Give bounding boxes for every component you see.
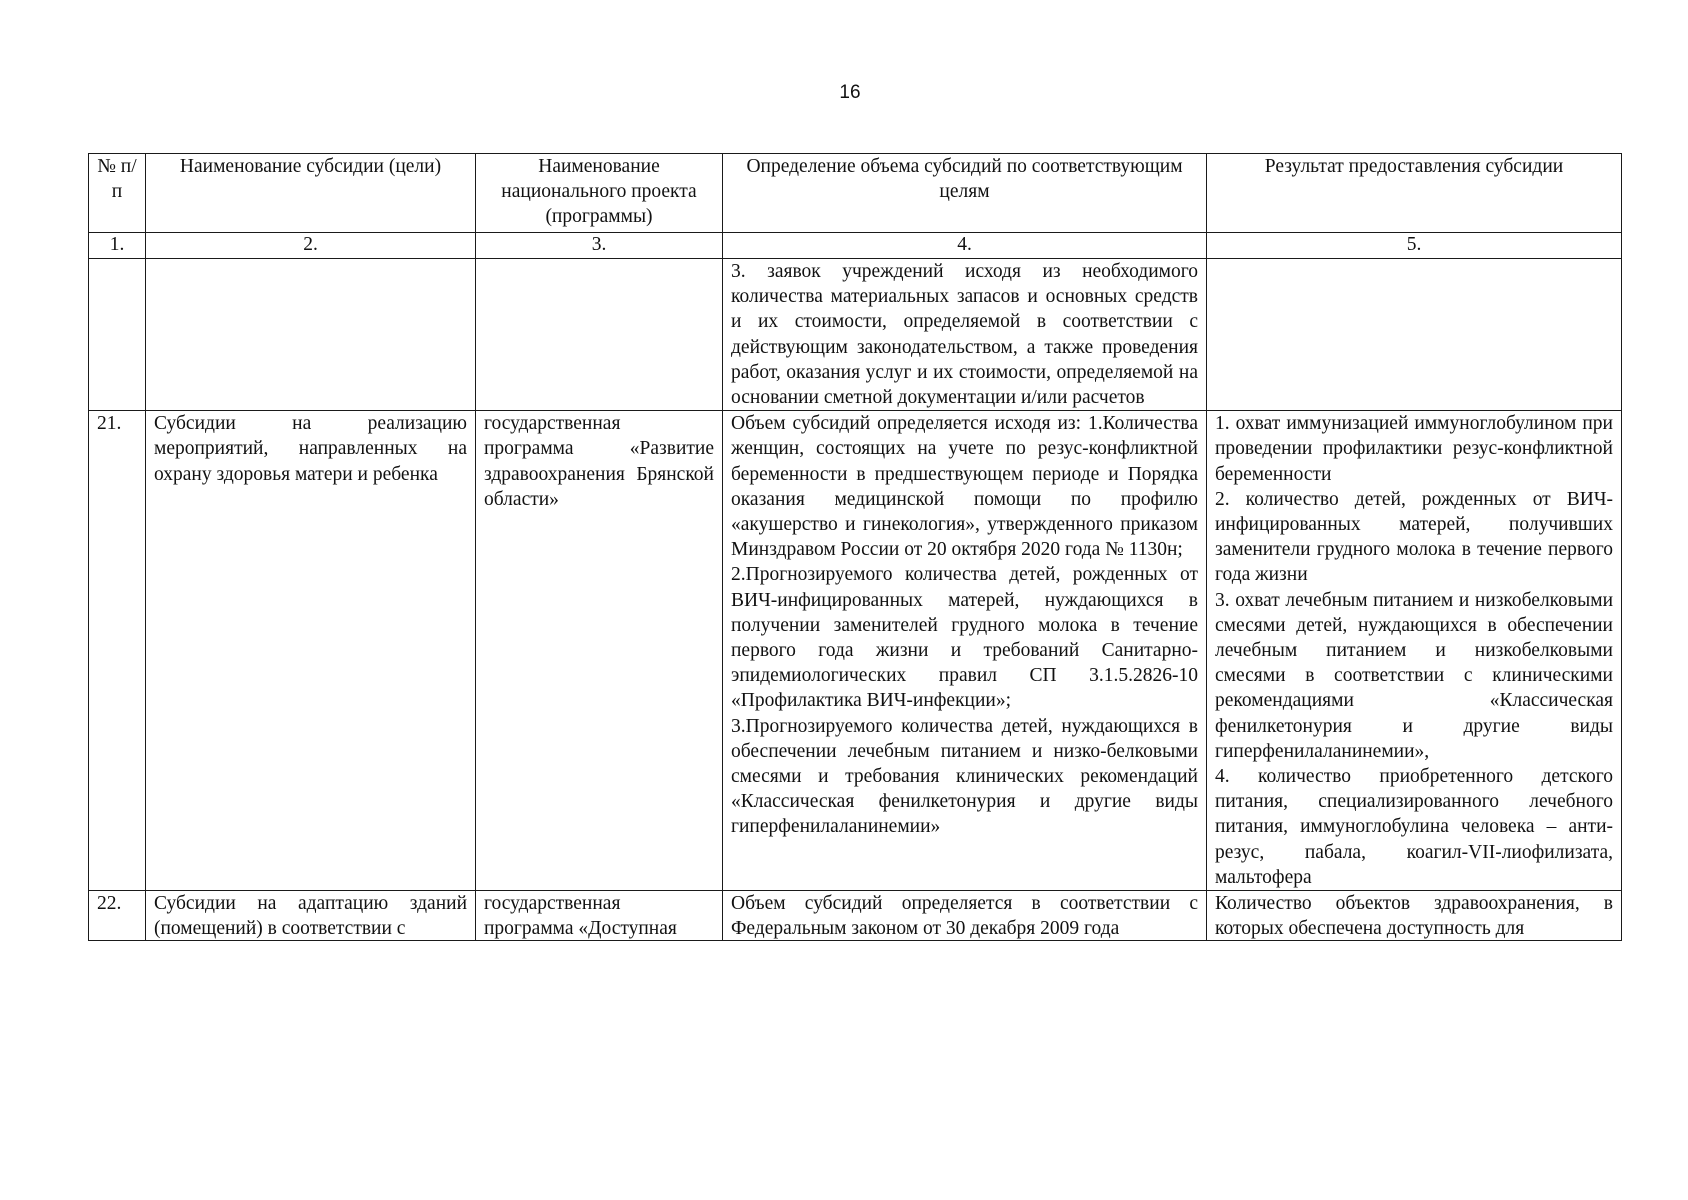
header-subsidy-name: Наименование субсидии (цели): [146, 154, 476, 233]
volume-definition: 3. заявок учреждений исходя из необходимого количества материальных запасов и основных средств и их стоимости, определяемой в соответствии с действующим законодательством, а также проведения работ, оказания услуг и их стоимости, определяемой на основании сметной документации и/или расчетов: [723, 259, 1207, 411]
row-number: 21.: [89, 411, 146, 891]
project-name-text: государственная программа «Доступная: [484, 893, 677, 940]
subsidy-name-text: Субсидии на адаптацию зданий (помещений) в соответствии с: [154, 893, 467, 940]
project-name: [476, 259, 723, 411]
column-number: 3.: [476, 233, 723, 259]
row-number: [89, 891, 146, 941]
subsidy-name: [146, 891, 476, 941]
table-row: [89, 411, 1622, 891]
volume-definition: [723, 411, 1207, 891]
result-item: 4. количество приобретенного детского питания, специализированного лечебного питания, иммуноглобулина человека – анти-резус, пабала, коагил-VII-лиофилизата, мальтофера: [1215, 766, 1613, 888]
result-item: 1. охват иммунизацией иммуноглобулином при проведении профилактики резус-конфликтной беременности: [1215, 413, 1613, 485]
subsidy-name: Субсидии на реализацию мероприятий, направленных на охрану здоровья матери и ребенка: [146, 411, 476, 891]
column-number-row: [89, 233, 1622, 259]
row-number-text: 22.: [97, 893, 122, 915]
table-row: [89, 259, 1622, 411]
subsidy-result: [1207, 259, 1622, 411]
subsidies-table: [88, 153, 1622, 941]
header-number: № п/п: [89, 154, 146, 233]
column-number: 1.: [89, 233, 146, 259]
header-project-name: Наименование национального проекта (программы): [476, 154, 723, 233]
header-volume-definition: Определение объема субсидий по соответствующим целям: [723, 154, 1207, 233]
volume-definition-text: Объем субсидий определяется в соответствии с Федеральным законом от 30 декабря 2009 года: [731, 893, 1198, 940]
definition-item: 3.Прогнозируемого количества детей, нуждающихся в обеспечении лечебным питанием и низко-белковыми смесями и требования клинических рекомендаций «Классическая фенилкетонурия и другие виды гиперфенилаланинемии»: [731, 715, 1198, 838]
definition-item: 2.Прогнозируемого количества детей, рожденных от ВИЧ-инфицированных матерей, нуждающихся в получении заменителей грудного молока в течение первого года жизни и требований Санитарно-эпидемиологических правил СП 3.1.5.2826-10 «Профилактика ВИЧ-инфекции»;: [731, 564, 1198, 712]
table-row: [89, 891, 1622, 941]
result-item: 2. количество детей, рожденных от ВИЧ-инфицированных матерей, получивших заменители грудного молока в течение первого года жизни: [1215, 488, 1613, 586]
table-header-row: [89, 154, 1622, 233]
subsidy-result-text: Количество объектов здравоохранения, в которых обеспечена доступность для: [1215, 893, 1613, 940]
subsidy-result: [1207, 891, 1622, 941]
column-number: 2.: [146, 233, 476, 259]
project-name: [476, 891, 723, 941]
page-number: 16: [839, 82, 861, 103]
project-name: государственная программа «Развитие здравоохранения Брянской области»: [476, 411, 723, 891]
definition-item: Объем субсидий определяется исходя из: 1.Количества женщин, состоящих на учете по резус-конфликтной беременности в предшествующем периоде и Порядка оказания медицинской помощи по профилю «акушерство и гинекология», утвержденного приказом Минздравом России от 20 октября 2020 года № 1130н;: [731, 413, 1198, 561]
column-number: 4.: [723, 233, 1207, 259]
row-number: [89, 259, 146, 411]
result-item: 3. охват лечебным питанием и низкобелковыми смесями детей, нуждающихся в обеспечении лечебным питанием и низкобелковыми смесями в соответствии с клиническими рекомендациями «Классическая фенилкетонурия и другие виды гиперфенилаланинемии»,: [1215, 589, 1613, 762]
subsidy-result: [1207, 411, 1622, 891]
volume-definition: [723, 891, 1207, 941]
header-result: Результат предоставления субсидии: [1207, 154, 1622, 233]
column-number: 5.: [1207, 233, 1622, 259]
subsidy-name: [146, 259, 476, 411]
